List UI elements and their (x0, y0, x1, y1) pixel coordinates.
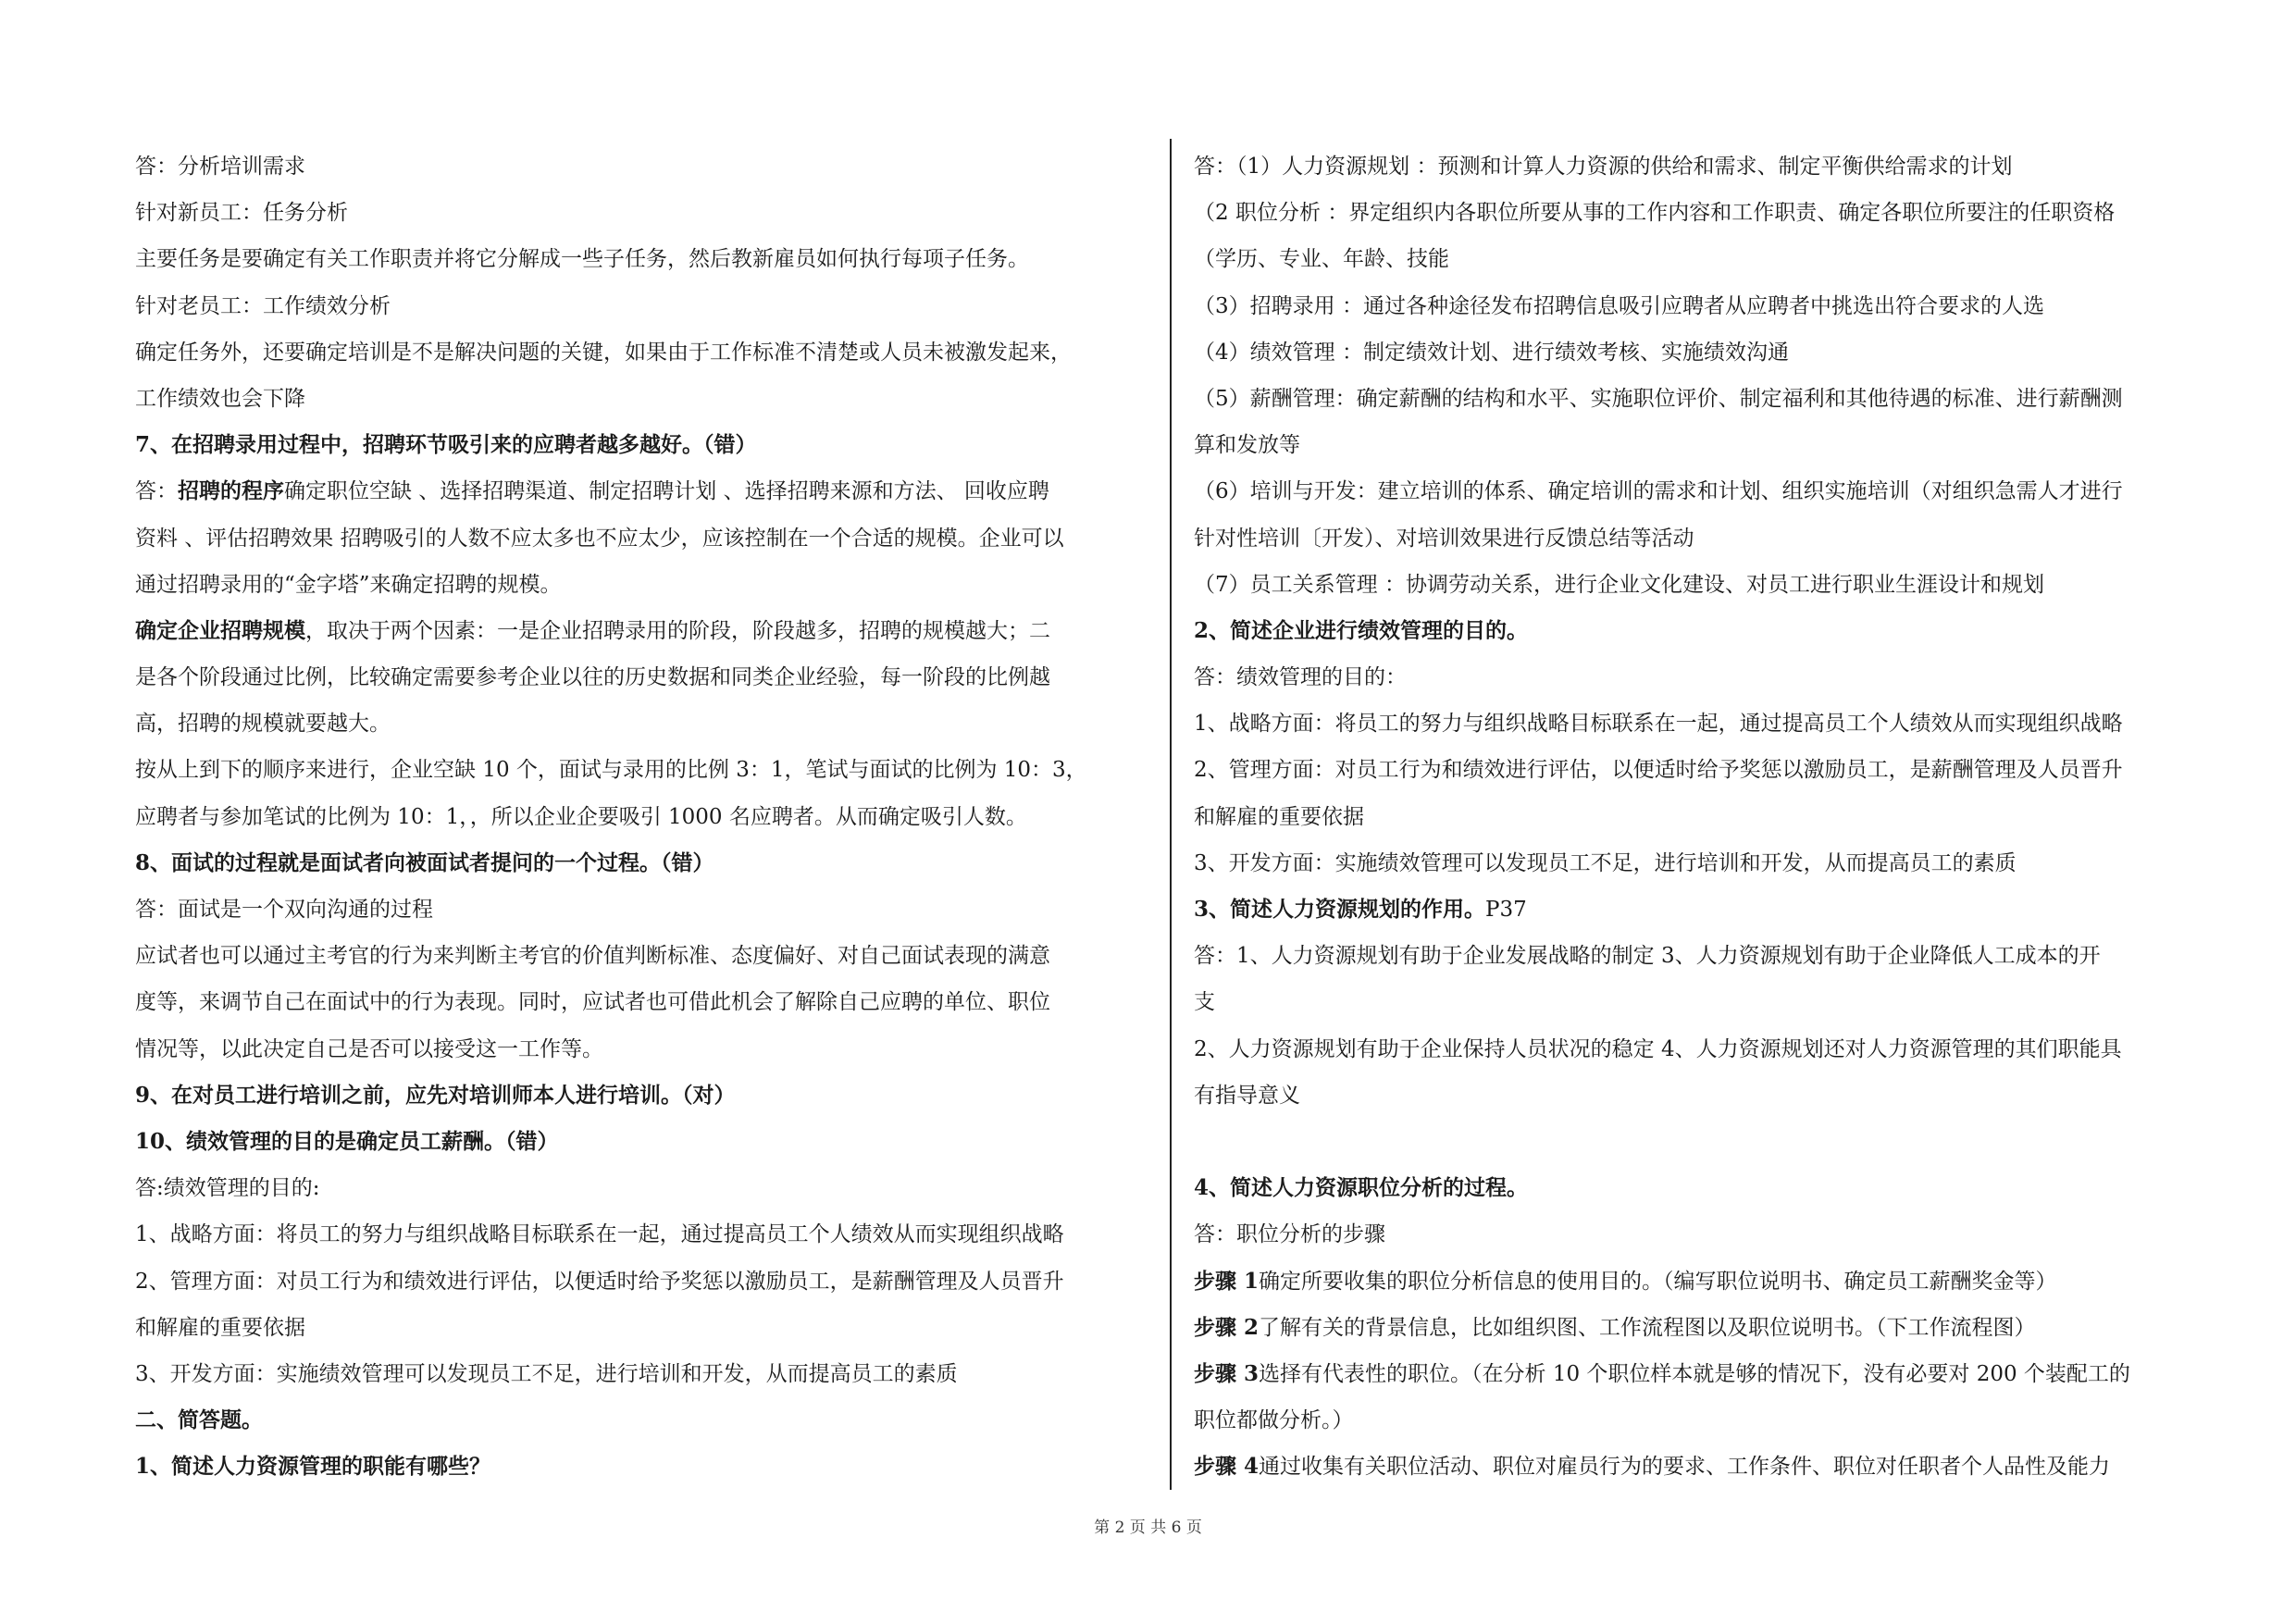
text-line: 1、战略方面：将员工的努力与组织战略目标联系在一起，通过提高员工个人绩效从而实现组织战略 (135, 1222, 1064, 1247)
text-line: 算和发放等 (1194, 433, 1300, 458)
text-run: ，取决于两个因素：一是企业招聘录用的阶段，阶段越多，招聘的规模越大；二 (305, 618, 1050, 643)
bold-term: 确定企业招聘规模 (135, 617, 305, 643)
text-run: 确定职位空缺 、选择招聘渠道、制定招聘计划 、选择招聘来源和方法、 回收应聘 (284, 479, 1049, 504)
step-label: 步骤 4 (1194, 1454, 1260, 1480)
text-line: （2 职位分析 ：界定组织内各职位所要从事的工作内容和工作职责、确定各职位所要注的任职资格 (1194, 201, 2116, 226)
text-line: 针对性培训〔开发）、对培训效果进行反馈总结等活动 (1194, 526, 1694, 551)
text-line: 3、开发方面：实施绩效管理可以发现员工不足，进行培训和开发，从而提高员工的素质 (1194, 850, 2017, 875)
step-text: 了解有关的背景信息，比如组织图、工作流程图以及职位说明书。（下工作流程图） (1259, 1315, 2036, 1340)
page-reference: P37 (1485, 898, 1527, 922)
step-label: 步骤 1 (1194, 1268, 1260, 1294)
text-line (135, 468, 1153, 514)
bold-term: 招聘的程序 (178, 478, 284, 504)
text-line: 应试者也可以通过主考官的行为来判断主考官的价值判断标准、态度偏好、对自己面试表现的满意 (135, 944, 1050, 969)
text-line: （6）培训与开发：建立培训的体系、确定培训的需求和计划、组织实施培训（对组织急需人才进行 (1194, 479, 2123, 504)
text-line: 答：职位分析的步骤 (1194, 1222, 1385, 1247)
page-footer: 第 2 页 共 6 页 (1094, 1519, 1202, 1537)
text-line: 答：1、人力资源规划有助于企业发展战略的制定 3、人力资源规划有助于企业降低人工成本的开 (1194, 944, 2101, 969)
text-line: 针对老员工：工作绩效分析 (135, 293, 391, 318)
text-line: 情况等，以此决定自己是否可以接受这一工作等。 (135, 1036, 603, 1061)
question-heading: 4、简述人力资源职位分析的过程。 (1194, 1175, 1529, 1201)
text-line: 确定任务外，还要确定培训是不是解决问题的关键，如果由于工作标准不清楚或人员未被激发起来， (135, 340, 1072, 365)
step-label: 步骤 2 (1194, 1314, 1260, 1340)
text-line: 工作绩效也会下降 (135, 386, 305, 411)
text-line: 支 (1194, 990, 1215, 1015)
step-line (1194, 1305, 2212, 1351)
text-line: 有指导意义 (1194, 1083, 1300, 1108)
text-line: 针对新员工：任务分析 (135, 201, 348, 226)
question-heading: 9、在对员工进行培训之前，应先对培训师本人进行培训。（对） (135, 1082, 736, 1108)
text-line: 答：面试是一个双向沟通的过程 (135, 898, 433, 922)
section-heading: 二、简答题。 (135, 1407, 263, 1433)
text-line: 是各个阶段通过比例，比较确定需要参考企业以往的历史数据和同类企业经验，每一阶段的比例越 (135, 665, 1050, 690)
text-line: （学历、专业、年龄、技能 (1194, 247, 1449, 272)
text-line: （3）招聘录用 ：通过各种途径发布招聘信息吸引应聘者从应聘者中挑选出符合要求的人选 (1194, 293, 2044, 318)
text-line: 答：分析培训需求 (135, 155, 305, 179)
question-heading: 2、简述企业进行绩效管理的目的。 (1194, 617, 1529, 643)
text-line: 主要任务是要确定有关工作职责并将它分解成一些子任务，然后教新雇员如何执行每项子任务。 (135, 247, 1029, 272)
step-text: 选择有代表性的职位。（在分析 10 个职位样本就是够的情况下，没有必要对 200 个装配工的 (1259, 1361, 2130, 1386)
text-line: 高，招聘的规模就要越大。 (135, 712, 391, 737)
right-column (1194, 143, 2212, 1494)
text-line: （5）薪酬管理：确定薪酬的结构和水平、实施职位评价、制定福利和其他待遇的标准、进行薪酬测 (1194, 386, 2123, 411)
text-line (135, 608, 1153, 654)
answer-prefix: 答： (135, 479, 178, 504)
text-line: 2、人力资源规划有助于企业保持人员状况的稳定 4、人力资源规划还对人力资源管理的其们职能具 (1194, 1036, 2122, 1061)
step-line (1194, 1351, 2212, 1397)
text-line: 度等，来调节自己在面试中的行为表现。同时，应试者也可借此机会了解除自己应聘的单位、职位 (135, 990, 1050, 1015)
step-line (1194, 1444, 2212, 1490)
question-heading: 1、简述人力资源管理的职能有哪些？ (135, 1454, 491, 1480)
step-text: 确定所要收集的职位分析信息的使用目的。（编写职位说明书、确定员工薪酬奖金等） (1259, 1269, 2057, 1294)
text-line: 1、战略方面：将员工的努力与组织战略目标联系在一起，通过提高员工个人绩效从而实现组织战略 (1194, 712, 2123, 737)
text-line: 3、开发方面：实施绩效管理可以发现员工不足，进行培训和开发，从而提高员工的素质 (135, 1361, 958, 1386)
text-line: 按从上到下的顺序来进行，企业空缺 10 个，面试与录用的比例 3：1，笔试与面试的比例为 10：3， (135, 758, 1087, 783)
left-column (135, 143, 1153, 1494)
column-divider (1170, 139, 1172, 1490)
text-line: （4）绩效管理 ：制定绩效计划、进行绩效考核、实施绩效沟通 (1194, 340, 1789, 365)
question-heading: 7、在招聘录用过程中，招聘环节吸引来的应聘者越多越好。（错） (135, 432, 757, 458)
question-text: 3、简述人力资源规划的作用。 (1194, 897, 1486, 922)
text-line: 应聘者与参加笔试的比例为 10：1，，所以企业企要吸引 1000 名应聘者。从而确定吸引人数。 (135, 804, 1027, 829)
question-heading (1194, 886, 2212, 933)
text-line: 职位都做分析。） (1194, 1408, 1354, 1433)
text-line: 资料 、评估招聘效果 招聘吸引的人数不应太多也不应太少，应该控制在一个合适的规模。企业可以 (135, 526, 1064, 551)
text-line: 答：绩效管理的目的： (1194, 665, 1407, 690)
text-line: 答：（1）人力资源规划 ：预测和计算人力资源的供给和需求、制定平衡供给需求的计划 (1194, 155, 2013, 179)
question-heading: 8、面试的过程就是面试者向被面试者提问的一个过程。（错） (135, 849, 714, 875)
text-line: 2、管理方面：对员工行为和绩效进行评估，以便适时给予奖惩以激励员工，是薪酬管理及人员晋升 (1194, 758, 2123, 783)
text-line: 答:绩效管理的目的: (135, 1176, 320, 1201)
text-line: 2、管理方面：对员工行为和绩效进行评估，以便适时给予奖惩以激励员工，是薪酬管理及人员晋升 (135, 1269, 1064, 1294)
text-line: 和解雇的重要依据 (135, 1315, 305, 1340)
step-text: 通过收集有关职位活动、职位对雇员行为的要求、工作条件、职位对任职者个人品性及能力 (1259, 1455, 2111, 1480)
text-line: 和解雇的重要依据 (1194, 804, 1364, 829)
question-heading: 10、绩效管理的目的是确定员工薪酬。（错） (135, 1128, 559, 1154)
step-label: 步骤 3 (1194, 1360, 1260, 1386)
text-line: （7）员工关系管理 ：协调劳动关系，进行企业文化建设、对员工进行职业生涯设计和规划 (1194, 572, 2044, 597)
step-line (1194, 1258, 2212, 1305)
text-line: 通过招聘录用的“金字塔”来确定招聘的规模。 (135, 572, 562, 597)
blank-line (1194, 1119, 2212, 1165)
